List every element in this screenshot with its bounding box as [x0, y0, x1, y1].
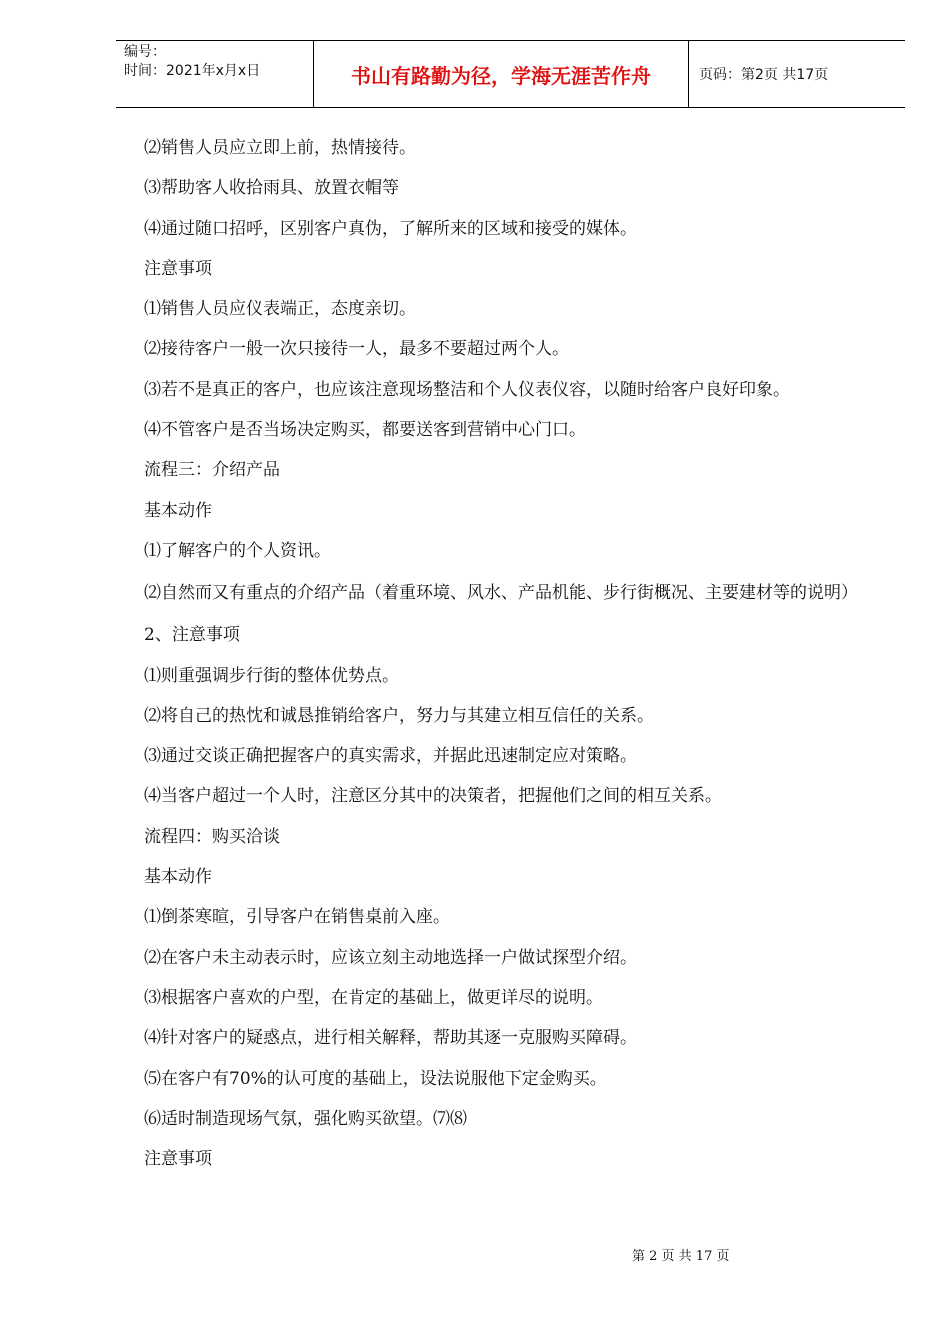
header-motto: 书山有路勤为径，学海无涯苦作舟 — [314, 41, 689, 107]
header-meta — [116, 41, 314, 107]
text-line: ⑷当客户超过一个人时，注意区分其中的决策者，把握他们之间的相互关系。 — [144, 786, 722, 807]
text-line: ⑵销售人员应立即上前，热情接待。 — [144, 138, 416, 158]
section-heading: 2、注意事项 — [144, 625, 240, 646]
section-heading: 基本动作 — [144, 500, 212, 521]
section-heading: 注意事项 — [144, 258, 212, 279]
text-line: ⑷不管客户是否当场决定购买，都要送客到营销中心门口。 — [144, 420, 586, 441]
text-line: ⑵在客户未主动表示时，应该立刻主动地选择一户做试探型介绍。 — [144, 947, 637, 968]
section-heading: 流程四：购买洽谈 — [144, 826, 280, 847]
text-line: ⑴倒茶寒暄，引导客户在销售桌前入座。 — [144, 907, 450, 928]
text-line: ⑸在客户有70%的认可度的基础上，设法说服他下定金购买。 — [144, 1068, 607, 1089]
text-line: ⑶若不是真正的客户，也应该注意现场整洁和个人仪表仪容，以随时给客户良好印象。 — [144, 379, 790, 400]
text-line: ⑴销售人员应仪表端正，态度亲切。 — [144, 299, 416, 320]
text-line: ⑵自然而又有重点的介绍产品（着重环境、风水、产品机能、步行街概况、主要建材等的说明） — [144, 583, 858, 604]
text-line: ⑹适时制造现场气氛，强化购买欲望。⑺⑻ — [144, 1108, 467, 1129]
number-label: 编号： — [124, 44, 166, 60]
text-line: ⑶帮助客人收拾雨具、放置衣帽等 — [144, 178, 399, 199]
section-heading: 流程三：介绍产品 — [144, 460, 280, 481]
text-line: ⑷针对客户的疑惑点，进行相关解释，帮助其逐一克服购买障碍。 — [144, 1028, 637, 1049]
text-line: ⑶根据客户喜欢的户型，在肯定的基础上，做更详尽的说明。 — [144, 987, 603, 1008]
text-line: ⑵将自己的热忱和诚恳推销给客户，努力与其建立相互信任的关系。 — [144, 705, 654, 726]
document-body — [144, 128, 884, 1179]
time-label: 时间：2021年x月x日 — [124, 63, 261, 79]
section-heading: 基本动作 — [144, 867, 212, 888]
section-heading: 注意事项 — [144, 1149, 212, 1170]
text-line: ⑵接待客户一般一次只接待一人，最多不要超过两个人。 — [144, 339, 569, 360]
header-page-info: 页码：第2页 共17页 — [699, 67, 829, 83]
text-line: ⑴了解客户的个人资讯。 — [144, 540, 331, 561]
page-header — [116, 40, 905, 108]
page-footer: 第 2 页 共 17 页 — [632, 1249, 730, 1264]
text-line: ⑴则重强调步行街的整体优势点。 — [144, 665, 399, 686]
text-line: ⑷通过随口招呼，区别客户真伪，了解所来的区域和接受的媒体。 — [144, 218, 637, 239]
text-line: ⑶通过交谈正确把握客户的真实需求，并据此迅速制定应对策略。 — [144, 746, 637, 767]
